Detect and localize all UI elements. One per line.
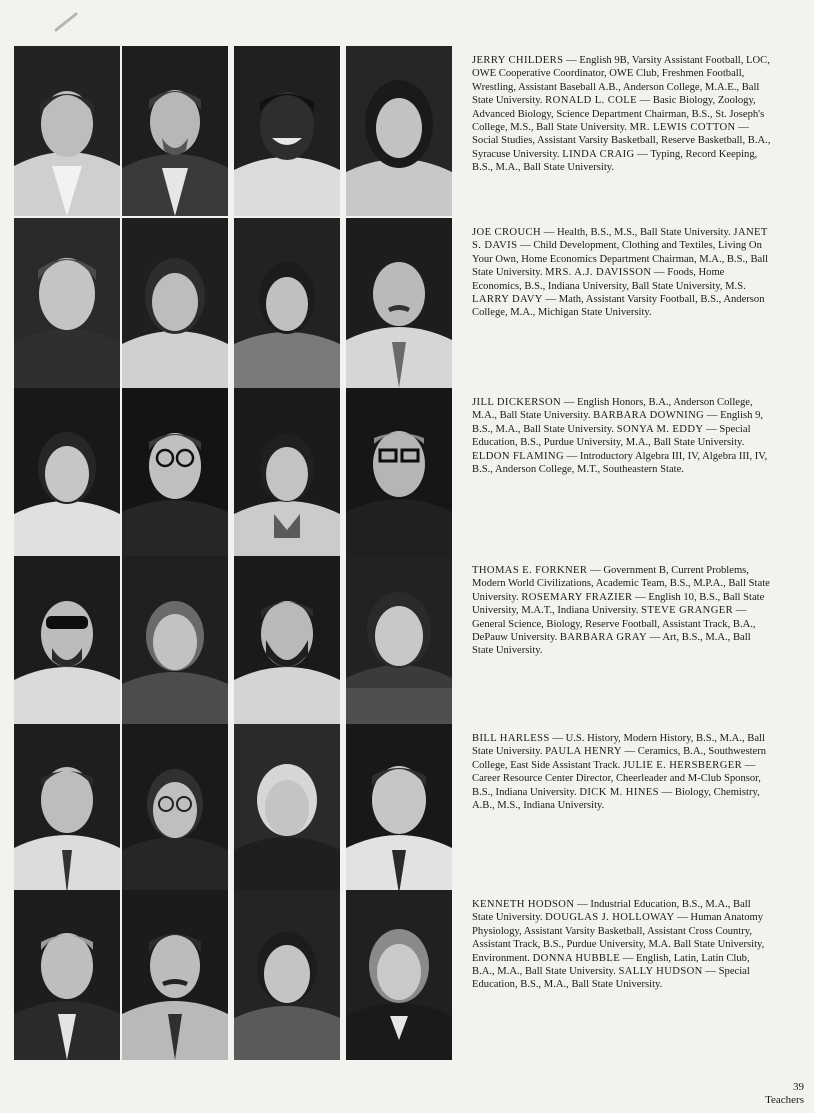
portrait-photo bbox=[234, 388, 340, 558]
faculty-entry: BARBARA DOWNING — English 9, B.S., M.A., Ball State University. bbox=[472, 410, 764, 435]
portrait-photo bbox=[346, 724, 452, 894]
faculty-row-1 bbox=[14, 46, 804, 216]
faculty-row-6 bbox=[14, 890, 804, 1060]
faculty-entry: BARBARA GRAY — Art, B.S., M.A., Ball State University. bbox=[472, 632, 751, 657]
teacher-details: Health, B.S., M.S., Ball State University. bbox=[556, 227, 731, 238]
faculty-entry: JOE CROUCH — Health, B.S., M.S., Ball State University. bbox=[472, 227, 731, 238]
portrait-photo bbox=[346, 388, 452, 558]
portrait-photo bbox=[122, 218, 228, 388]
portrait-strip bbox=[14, 218, 458, 388]
faculty-row-2 bbox=[14, 218, 804, 388]
portrait-photo bbox=[14, 46, 120, 216]
teacher-details: U.S. History, Modern History, B.S., M.A., Ball State University. bbox=[472, 733, 765, 758]
teacher-details: English 10, B.S., Ball State University, M.A.T., Indiana University. bbox=[472, 591, 765, 617]
teacher-name: KENNETH HODSON bbox=[472, 899, 575, 910]
faculty-row-5 bbox=[14, 724, 804, 894]
faculty-entry: JANET S. DAVIS — Child Development, Clothing and Textiles, Living On Your Own, Home Economics Department Chairman, M.A., B.S., Ball State University. bbox=[472, 227, 769, 279]
portrait-photo bbox=[234, 724, 340, 894]
faculty-caption bbox=[472, 396, 772, 476]
teacher-name: JULIE E. HERSBERGER bbox=[622, 759, 743, 771]
faculty-caption bbox=[472, 732, 772, 812]
faculty-entry: MR. LEWIS COTTON — Social Studies, Assistant Varsity Basketball, Reserve Basketball, B.A., Syracuse University. bbox=[472, 122, 771, 160]
teacher-details: Government B, Current Problems, Modern World Civilizations, Academic Team, B.S., M.P.A., Ball State University. bbox=[472, 565, 770, 603]
teacher-details: Special Education, B.S., Purdue University, M.A., Ball State University. bbox=[472, 423, 751, 449]
teacher-name: BARBARA GRAY bbox=[559, 632, 648, 644]
teacher-name: BARBARA DOWNING bbox=[593, 410, 705, 422]
faculty-entry: DOUGLAS J. HOLLOWAY — Human Anatomy Physiology, Assistant Varsity Basketball, Assistant Cross Country, Assistant Track, B.S., Purdue University, M.A. Ball State University, Environment. bbox=[472, 912, 765, 964]
portrait-photo bbox=[122, 890, 228, 1060]
teacher-name: JOE CROUCH bbox=[472, 227, 542, 238]
teacher-name: MR. LEWIS COTTON bbox=[629, 122, 736, 134]
portrait-photo bbox=[234, 218, 340, 388]
faculty-row-3 bbox=[14, 388, 804, 558]
teacher-details: Basic Biology, Zoology, Advanced Biology, Science Department Chairman, B.S., St. Joseph's College, M.S., Ball State University. bbox=[472, 95, 765, 134]
faculty-entry: BILL HARLESS — U.S. History, Modern History, B.S., M.A., Ball State University. bbox=[472, 733, 765, 758]
faculty-caption bbox=[472, 54, 772, 175]
faculty-entry: ROSEMARY FRAZIER — English 10, B.S., Ball State University, M.A.T., Indiana University. bbox=[472, 591, 765, 617]
teacher-details: Child Development, Clothing and Textiles, Living On Your Own, Home Economics Department Chairman, M.A., B.S., Ball State University. bbox=[472, 240, 769, 279]
teacher-details: English 9, B.S., M.A., Ball State University. bbox=[472, 410, 764, 435]
portrait-photo bbox=[14, 724, 120, 894]
portrait-photo bbox=[234, 556, 340, 726]
faculty-entry: PAULA HENRY — Ceramics, B.A., Southwestern College, East Side Assistant Track. bbox=[472, 746, 767, 771]
teacher-details: Ceramics, B.A., Southwestern College, East Side Assistant Track. bbox=[472, 746, 767, 771]
faculty-entry: RONALD L. COLE — Basic Biology, Zoology, Advanced Biology, Science Department Chairman, B.S., St. Joseph's College, M.S., Ball State University. bbox=[472, 95, 765, 134]
teacher-name: LARRY DAVY bbox=[472, 294, 543, 306]
teacher-name: BILL HARLESS bbox=[472, 733, 550, 744]
faculty-entry: DICK M. HINES — Biology, Chemistry, A.B., M.S., Indiana University. bbox=[472, 786, 760, 812]
teacher-name: JILL DICKERSON bbox=[472, 397, 562, 408]
teacher-name: PAULA HENRY bbox=[545, 746, 622, 758]
teacher-name: SALLY HUDSON bbox=[618, 966, 703, 978]
teacher-name: DICK M. HINES bbox=[579, 786, 659, 798]
faculty-entry: JILL DICKERSON — English Honors, B.A., Anderson College, M.A., Ball State University. bbox=[472, 397, 753, 422]
teacher-details: Math, Assistant Varsity Football, B.S., Anderson College, M.A., Michigan State University. bbox=[472, 294, 765, 319]
teacher-details: Social Studies, Assistant Varsity Basketball, Reserve Basketball, B.A., Syracuse University. bbox=[472, 135, 771, 160]
teacher-details: Foods, Home Economics, B.S., Indiana University, Ball State University, M.S. bbox=[472, 267, 746, 292]
portrait-photo bbox=[234, 890, 340, 1060]
teacher-details: Human Anatomy Physiology, Assistant Varsity Basketball, Assistant Cross Country, Assistant Track, B.S., Purdue University, M.A. Ball State University, Environment. bbox=[472, 912, 765, 964]
teacher-details: Biology, Chemistry, A.B., M.S., Indiana University. bbox=[472, 786, 760, 812]
page-number: 39 bbox=[793, 1081, 804, 1093]
faculty-entry: SONYA M. EDDY — Special Education, B.S., Purdue University, M.A., Ball State University. bbox=[472, 423, 751, 449]
section-label: Teachers bbox=[765, 1094, 804, 1106]
teacher-name: JANET S. DAVIS bbox=[472, 227, 768, 252]
teacher-details: English 9B, Varsity Assistant Football, LOC, OWE Cooperative Coordinator, OWE Club, Freshmen Football, Wrestling, Assistant Baseball A.B., Anderson College, M.A.E., Ball State University. bbox=[472, 55, 770, 107]
teacher-details: Art, B.S., M.A., Ball State University. bbox=[472, 632, 751, 657]
faculty-row-4 bbox=[14, 556, 804, 726]
teacher-details: English, Latin, Latin Club, B.A., M.A., Ball State University. bbox=[472, 952, 750, 978]
portrait-photo bbox=[14, 556, 120, 726]
faculty-caption bbox=[472, 898, 772, 992]
teacher-details: General Science, Biology, Reserve Football, Assistant Track, B.A., DePauw University. bbox=[472, 618, 756, 644]
portrait-photo bbox=[122, 556, 228, 726]
faculty-entry: KENNETH HODSON — Industrial Education, B.S., M.A., Ball State University. bbox=[472, 899, 751, 924]
portrait-photo bbox=[14, 890, 120, 1060]
faculty-entry: MRS. A.J. DAVISSON — Foods, Home Economics, B.S., Indiana University, Ball State University, M.S. bbox=[472, 267, 746, 292]
portrait-photo bbox=[122, 388, 228, 558]
teacher-details: English Honors, B.A., Anderson College, M.A., Ball State University. bbox=[472, 397, 753, 422]
portrait-strip bbox=[14, 46, 458, 216]
teacher-details: Special Education, B.S., M.A., Ball State University. bbox=[472, 966, 750, 991]
portrait-strip bbox=[14, 890, 458, 1060]
teacher-name: ELDON FLAMING bbox=[472, 450, 565, 462]
faculty-caption bbox=[472, 564, 772, 658]
teacher-details: Typing, Record Keeping, B.S., M.A., Ball State University. bbox=[472, 148, 758, 174]
portrait-photo bbox=[234, 46, 340, 216]
portrait-photo bbox=[122, 724, 228, 894]
faculty-entry: LINDA CRAIG — Typing, Record Keeping, B.S., M.A., Ball State University. bbox=[472, 148, 758, 174]
teacher-details: Introductory Algebra III, IV, Algebra III, IV, B.S., Anderson College, M.T., Southeastern State. bbox=[472, 450, 768, 476]
faculty-entry: SALLY HUDSON — Special Education, B.S., M.A., Ball State University. bbox=[472, 966, 750, 991]
teacher-details: Industrial Education, B.S., M.A., Ball State University. bbox=[472, 899, 751, 924]
teacher-name: THOMAS E. FORKNER bbox=[472, 565, 588, 576]
portrait-photo bbox=[346, 556, 452, 726]
faculty-entry: ELDON FLAMING — Introductory Algebra III, IV, Algebra III, IV, B.S., Anderson College, M.T., Southeastern State. bbox=[472, 450, 768, 476]
portrait-strip bbox=[14, 724, 458, 894]
portrait-strip bbox=[14, 556, 458, 726]
teacher-name: RONALD L. COLE bbox=[545, 95, 637, 107]
teacher-name: JERRY CHILDERS bbox=[472, 55, 564, 66]
teacher-name: DONNA HUBBLE bbox=[532, 952, 621, 964]
faculty-entry: JULIE E. HERSBERGER — Career Resource Center Director, Cheerleader and M-Club Sponsor, B.S., Indiana University. bbox=[472, 759, 761, 798]
portrait-photo bbox=[14, 388, 120, 558]
portrait-photo bbox=[122, 46, 228, 216]
faculty-caption bbox=[472, 226, 772, 320]
faculty-entry: DONNA HUBBLE — English, Latin, Latin Club, B.A., M.A., Ball State University. bbox=[472, 952, 750, 978]
portrait-photo bbox=[346, 218, 452, 388]
page-folio bbox=[765, 1081, 804, 1107]
teacher-name: STEVE GRANGER bbox=[641, 605, 734, 617]
faculty-entry: JERRY CHILDERS — English 9B, Varsity Assistant Football, LOC, OWE Cooperative Coordinator, OWE Club, Freshmen Football, Wrestling, Assistant Baseball A.B., Anderson College, M.A.E., Ball State University. bbox=[472, 55, 770, 107]
teacher-name: SONYA M. EDDY bbox=[616, 423, 704, 435]
pencil-mark-icon bbox=[54, 10, 80, 32]
teacher-name: MRS. A.J. DAVISSON bbox=[545, 267, 652, 279]
portrait-photo bbox=[346, 46, 452, 216]
portrait-strip bbox=[14, 388, 458, 558]
portrait-photo bbox=[346, 890, 452, 1060]
faculty-entry: LARRY DAVY — Math, Assistant Varsity Football, B.S., Anderson College, M.A., Michigan State University. bbox=[472, 294, 765, 319]
portrait-photo bbox=[14, 218, 120, 388]
faculty-entry: STEVE GRANGER — General Science, Biology, Reserve Football, Assistant Track, B.A., DePauw University. bbox=[472, 605, 756, 644]
teacher-name: DOUGLAS J. HOLLOWAY bbox=[545, 912, 675, 924]
faculty-entry: THOMAS E. FORKNER — Government B, Current Problems, Modern World Civilizations, Academic Team, B.S., M.P.A., Ball State University. bbox=[472, 565, 770, 603]
teacher-details: Career Resource Center Director, Cheerleader and M-Club Sponsor, B.S., Indiana University. bbox=[472, 773, 761, 798]
teacher-name: ROSEMARY FRAZIER bbox=[521, 591, 633, 603]
teacher-name: LINDA CRAIG bbox=[562, 148, 635, 160]
